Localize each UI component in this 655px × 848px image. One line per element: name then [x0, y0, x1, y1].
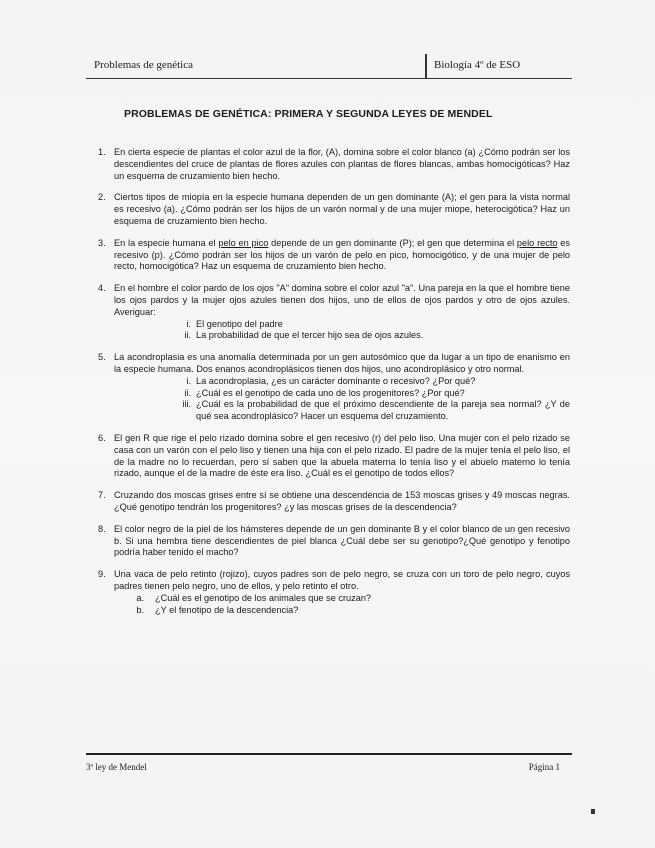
problem-number: 7. [98, 490, 106, 501]
problem-text: En cierta especie de plantas el color azul de la flor, (A), domina sobre el color blanco (a) ¿Cómo podrán ser los descendientes del cruce de plantas de flores azules con plantas de flores blancas, ambas homocigóticas? Haz un esquema de cruzamiento bien hecho. [114, 147, 570, 181]
sub-question-list [114, 376, 570, 423]
problem-text-part: En la especie humana el [114, 237, 219, 248]
sub-text: ¿Cuál es el genotipo de cada uno de los progenitores? ¿Por qué? [196, 387, 465, 398]
sub-marker: a. [136, 592, 144, 603]
footer-rule [86, 753, 572, 755]
problem-1 [92, 147, 570, 182]
header-subject: Problemas de genética [94, 59, 193, 71]
problem-number: 9. [98, 569, 106, 580]
problem-text: Cruzando dos moscas grises entre sí se obtiene una descendencia de 153 moscas grises y 49 moscas negras. ¿Qué genotipo tendrán los progenitores? ¿y las moscas grises de la descendencia? [114, 490, 570, 512]
problem-number: 2. [98, 192, 106, 203]
sub-text: ¿Y el fenotipo de la descendencia? [155, 604, 299, 615]
problem-text: La acondroplasia es una anomalía determinada por un gen autosómico que da lugar a un tipo de enanismo en la especie humana. Dos enanos acondroplásicos tienen dos hijos, uno acondroplásico y otro normal. [114, 352, 570, 374]
sub-question [114, 605, 570, 617]
problem-6 [92, 433, 570, 480]
problem-2 [92, 192, 570, 227]
sub-text: ¿Cuál es el genotipo de los animales que se cruzan? [155, 592, 372, 603]
problem-4 [92, 283, 570, 342]
problem-8 [92, 524, 570, 559]
sub-question-list [114, 593, 570, 617]
sub-text: El genotipo del padre [196, 318, 283, 329]
sub-question-list [114, 319, 570, 343]
sub-text: La probabilidad de que el tercer hijo sea de ojos azules. [196, 330, 424, 341]
problem-number: 4. [98, 283, 106, 294]
page-header [86, 52, 572, 79]
problem-5 [92, 352, 570, 423]
sub-marker: i. [186, 318, 191, 329]
header-course: Biología 4º de ESO [434, 59, 521, 71]
page-number: Página 1 [528, 762, 560, 772]
footer-topic: 3ª ley de Mendel [86, 762, 147, 772]
problem-number: 8. [98, 523, 106, 534]
sub-question [114, 593, 570, 605]
problem-7 [92, 490, 570, 514]
problem-3 [92, 238, 570, 273]
problem-text: Una vaca de pelo retinto (rojizo), cuyos padres son de pelo negro, se cruza con un toro de pelo negro, cuyos padres tienen pelo negro, uno de ellos, y pelo retinto el otro. [114, 569, 570, 591]
header-divider [425, 54, 427, 78]
sub-question [114, 376, 570, 388]
problem-text: El gen R que rige el pelo rizado domina sobre el gen recesivo (r) del pelo liso. Una mujer con el pelo rizado se casa con un varón con el pelo liso y tienen una hija con el pelo rizado. El padre de la mujer tenía el pelo liso, el de la madre no lo recuerdan, perо sí saben que la abuela materna lo tenía liso y el abuelo materno lo tenía rizado, aunque el de la madre de éste era liso. ¿Cuál es el genotipo de todos ellos? [114, 432, 570, 479]
sub-text: ¿Cuál es la probabilidad de que el próximo descendiente de la pareja sea normal? ¿Y de qué sea acondroplásico? Hacer un esquema del cruzamiento. [196, 399, 570, 422]
problem-list [92, 147, 570, 616]
sub-question [114, 330, 570, 342]
sub-marker: iii. [182, 399, 191, 410]
problem-text: El color negro de la piel de los hámsteres depende de un gen dominante B y el color blanco de un gen recesivo b. Si una hembra tiene descendientes de piel blanca ¿Cuál debe ser su genotipo?¿Qué genotipo y fenotipo podría haber tenido el macho? [114, 523, 570, 558]
sub-marker: b. [136, 604, 144, 615]
problem-text: Ciertos tipos de miopía en la especie humana dependen de un gen dominante (A); el gen para la vista normal es recesivo (a). ¿Cómo podrán ser los hijos de un varón normal y de una mujer miope, heterocigótica? Haz un esquema de cruzamiento bien hecho. [114, 192, 570, 226]
problem-number: 1. [98, 147, 106, 157]
problem-number: 3. [98, 237, 106, 248]
sub-marker: ii. [184, 330, 191, 341]
sub-question [114, 399, 570, 423]
sub-question [114, 388, 570, 400]
sub-marker: i. [186, 375, 191, 386]
sub-marker: ii. [184, 387, 191, 398]
sub-text: La acondroplasia, ¿es un carácter dominante o recesivo? ¿Por qué? [196, 375, 476, 386]
problem-9 [92, 569, 570, 616]
scan-speck [591, 809, 595, 814]
page-title: PROBLEMAS DE GENÉTICA: PRIMERA Y SEGUNDA LEYES DE MENDEL [124, 108, 493, 120]
underlined-term: pelo recto [516, 237, 558, 248]
problem-text-part: es recesivo (p). ¿Cómo podrán ser los hijos de un varón de pelo en pico, homocigótico, y de una mujer de pelo recto, homocigótica? Haz un esquema de cruzamiento bien hecho. [114, 237, 570, 272]
problem-text-part: depende de un gen dominante (P); el gen que determina el [268, 237, 517, 248]
problem-number: 5. [98, 352, 106, 363]
problem-number: 6. [98, 432, 106, 443]
problem-text: En el hombre el color pardo de los ojos "A" domina sobre el color azul "a". Una pareja en la que el hombre tiene los ojos pardos y la mujer ojos azules tienen dos hijos, uno de ellos de ojos pardos y otro de ojos azules. Averiguar: [114, 283, 570, 317]
page-footer [86, 762, 572, 776]
sub-question [114, 319, 570, 331]
underlined-term: pelo en pico [218, 237, 269, 248]
